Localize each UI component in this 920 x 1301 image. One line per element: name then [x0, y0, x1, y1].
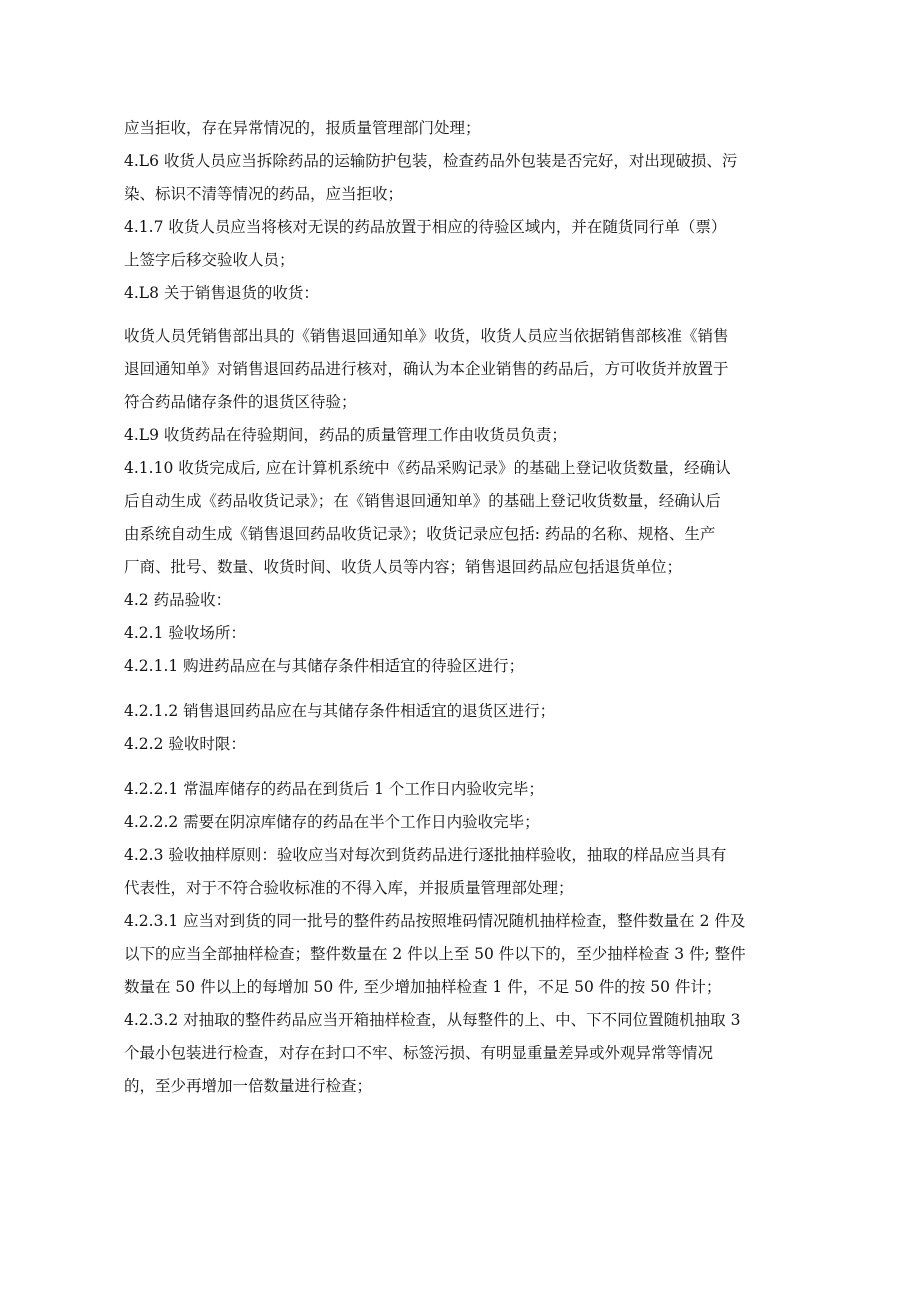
- text-line: 退回通知单》对销售退回药品进行核对，确认为本企业销售的药品后，方可收货并放置于: [124, 360, 729, 378]
- text-line: 4.L8 关于销售退货的收货：: [124, 284, 319, 302]
- section-heading-4-2-1: [124, 617, 804, 650]
- text-line: 应当拒收，存在异常情况的，报质量管理部门处理；: [124, 119, 481, 137]
- text-line: 数量在 50 件以上的每增加 50 件, 至少增加抽样检查 1 件，不足 50 件的按 50 件计；: [124, 978, 722, 996]
- paragraph-4-2-2-1: [124, 773, 804, 806]
- text-line: 个最小包装进行检查，对存在封口不牢、标签污损、有明显重量差异或外观异常等情况: [124, 1044, 714, 1062]
- section-heading-4-2-2: [124, 728, 804, 761]
- text-line: 4.L9 收货药品在待验期间，药品的质量管理工作由收货员负责；: [124, 426, 567, 444]
- text-line: 4.2.1.2 销售退回药品应在与其储存条件相适宜的退货区进行；: [124, 702, 556, 720]
- paragraph-receipt-anomaly: [124, 112, 804, 145]
- paragraph-4-2-1-1: [124, 650, 804, 683]
- text-line: 4.2.1.1 购进药品应在与其储存条件相适宜的待验区进行；: [124, 657, 525, 675]
- text-line: 4.2.2.1 常温库储存的药品在到货后 1 个工作日内验收完毕；: [124, 780, 544, 798]
- text-line: 由系统自动生成《销售退回药品收货记录》；收货记录应包括: 药品的名称、规格、生产: [124, 525, 716, 543]
- paragraph-sales-return-receipt: [124, 320, 804, 419]
- section-heading-4-2: [124, 584, 804, 617]
- paragraph-4-2-3: [124, 839, 804, 905]
- text-line: 4.1.7 收货人员应当将核对无误的药品放置于相应的待验区域内，并在随货同行单（票）: [124, 218, 727, 236]
- paragraph-4-2-1-2: [124, 695, 804, 728]
- text-line: 染、标识不清等情况的药品，应当拒收；: [124, 185, 404, 203]
- text-line: 4.2.2.2 需要在阴凉库储存的药品在半个工作日内验收完毕；: [124, 813, 540, 831]
- text-line: 4.2.2 验收时限：: [124, 735, 246, 753]
- text-line: 4.2.3 验收抽样原则：验收应当对每次到货药品进行逐批抽样验收，抽取的样品应当具有: [124, 846, 727, 864]
- text-line: 4.2.3.2 对抽取的整件药品应当开箱抽样检查，从每整件的上、中、下不同位置随机抽取 3: [124, 1011, 741, 1029]
- text-line: 的，至少再增加一倍数量进行检查；: [124, 1077, 373, 1095]
- text-line: 4.1.10 收货完成后, 应在计算机系统中《药品采购记录》的基础上登记收货数量，经确认: [124, 459, 731, 477]
- text-line: 4.2.3.1 应当对到货的同一批号的整件药品按照堆码情况随机抽样检查，整件数量在 2 件及: [124, 912, 746, 930]
- text-line: 上签字后移交验收人员；: [124, 251, 295, 269]
- text-line: 以下的应当全部抽样检查；整件数量在 2 件以上至 50 件以下的，至少抽样检查 3 件; 整件: [124, 945, 746, 963]
- text-line: 符合药品储存条件的退货区待验；: [124, 393, 357, 411]
- text-line: 4.L6 收货人员应当拆除药品的运输防护包装，检查药品外包装是否完好，对出现破损、污: [124, 152, 738, 170]
- text-line: 后自动生成《药品收货记录》；在《销售退回通知单》的基础上登记收货数量，经确认后: [124, 492, 721, 510]
- paragraph-4-2-2-2: [124, 806, 804, 839]
- document-body: [124, 112, 804, 1103]
- paragraph-4-2-3-1: [124, 905, 804, 1004]
- text-line: 4.2 药品验收：: [124, 591, 232, 609]
- text-line: 4.2.1 验收场所：: [124, 624, 246, 642]
- text-line: 代表性，对于不符合验收标准的不得入库，并报质量管理部处理；: [124, 879, 574, 897]
- paragraph-4-1-7: [124, 211, 804, 277]
- text-line: 厂商、批号、数量、收货时间、收货人员等内容；销售退回药品应包括退货单位；: [124, 558, 683, 576]
- paragraph-4-1-6: [124, 145, 804, 211]
- paragraph-4-1-10: [124, 452, 804, 584]
- paragraph-4-1-8: [124, 277, 804, 310]
- text-line: 收货人员凭销售部出具的《销售退回通知单》收货，收货人员应当依据销售部核准《销售: [124, 327, 729, 345]
- paragraph-4-1-9: [124, 419, 804, 452]
- paragraph-4-2-3-2: [124, 1004, 804, 1103]
